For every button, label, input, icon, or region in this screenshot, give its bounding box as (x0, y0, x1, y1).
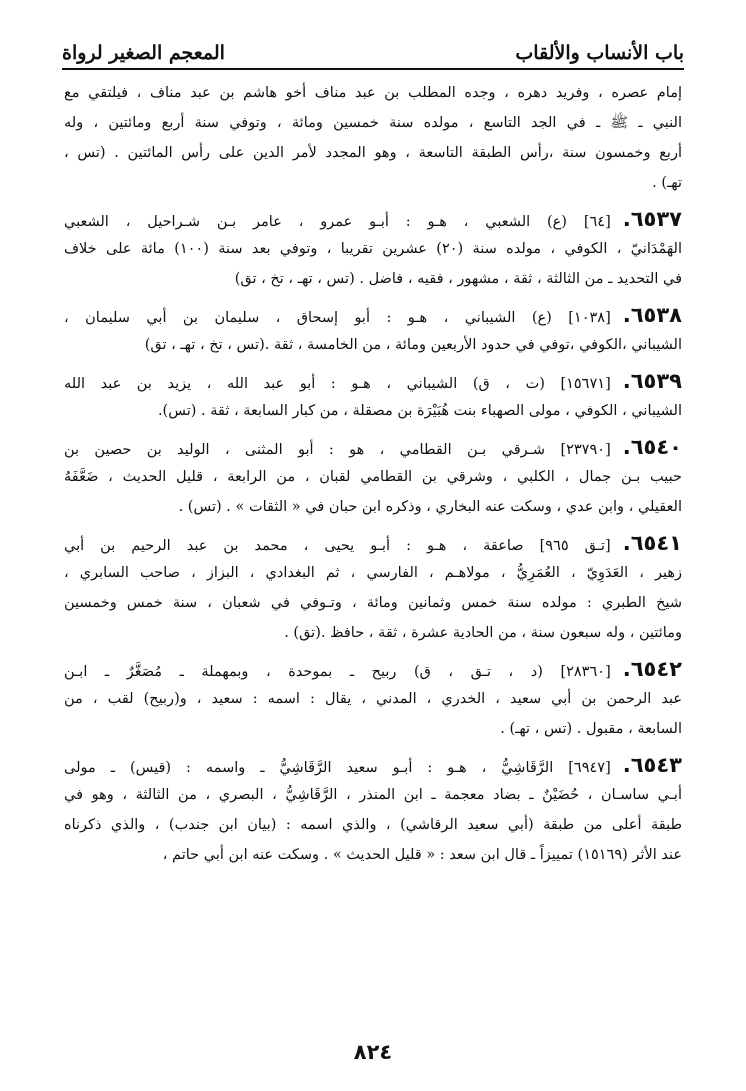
entry-number: ٦٥٣٧. (622, 207, 682, 231)
text-line: الشيباني ،الكوفي ،توفي في حدود الأربعين ومائة ، من الخامسة ، ثقة .(تس ، تخ ، تهـ ، تق) (144, 337, 682, 353)
biography-entry (64, 300, 682, 360)
text-line: عند الأثر (١٥١٦٩) تمييزاً ـ قال ابن سعد : « قليل الحديث » . وسكت عنه ابن أبي حاتم ، (162, 847, 682, 863)
biography-entry (64, 654, 682, 744)
text-line: العقيلي ، وابن عدي ، وسكت عنه البخاري ، وذكره ابن حبان في « الثقات » . (تس) . (178, 499, 682, 515)
entry-number: ٦٥٤١. (622, 531, 682, 555)
text-line (64, 750, 682, 780)
entry-number: ٦٥٤٣. (622, 753, 682, 777)
page-number: ٨٢٤ (353, 1040, 393, 1064)
text-line (64, 366, 682, 396)
text-line: الهَمْدَانيّ ، الكوفي ، مولده سنة (٢٠) عشرين تقريبا ، وتوفي بعد سنة (١٠٠) مائة على خلاف (64, 241, 682, 257)
biography-entry (64, 204, 682, 294)
entry-first-line: [٢٣٧٩٠] شـرقي بـن القطامي ، هو : أبو المثنى ، الوليد بن حصين بن (64, 442, 611, 458)
entry-number: ٦٥٤٠. (622, 435, 682, 459)
book-title: المعجم الصغير لرواة (62, 42, 225, 64)
text-line (64, 654, 682, 684)
page-header (62, 30, 684, 64)
entry-number: ٦٥٣٩. (622, 369, 682, 393)
text-line (64, 432, 682, 462)
text-line (64, 528, 682, 558)
text-line (64, 204, 682, 234)
entry-first-line: [٦٤] (ع) الشعبي ، هـو : أبـو عمرو ، عامر بـن شـراحيل ، الشعبي (64, 214, 611, 230)
entry-first-line: [٦٩٤٧] الرَّقَاشِيُّ ، هـو : أبـو سعيد الرَّقَاشِيُّ ـ واسمه : (قيس) ـ مولى (64, 760, 611, 776)
text-line: الشيباني ، الكوفي ، مولى الصهباء بنت هُبَيْرَة بن مصقلة ، من كبار السابعة ، ثقة . (تس). (157, 403, 682, 419)
text-line: أبـي ساسـان ، حُضَيْنٌ ـ بضاد معجمة ـ ابن المنذر ، الرَّقَاشِيُّ ، البصري ، من الثالثة ، وهو في (64, 787, 682, 803)
entry-first-line: [١٠٣٨] (ع) الشيباني ، هـو : أبو إسحاق ، سليمان بن أبي سليمان ، (64, 310, 611, 326)
text-line: النبي ـ ﷺ ـ في الجد التاسع ، مولده سنة خمسين ومائة ، وتوفي سنة أربع ومائتين ، وله (64, 115, 682, 131)
text-line: ومائتين ، وله سبعون سنة ، من الحادية عشرة ، ثقة ، حافظ .(تق) . (284, 625, 682, 641)
biography-entry (64, 432, 682, 522)
text-line: عبد الرحمن بن أبي سعيد ، الخدري ، المدني ، يقال : اسمه : سعيد ، و(ربيح) لقب ، من (64, 691, 682, 707)
text-line: زهير ، العَدَوِيّ ، العُمَرِيُّ ، مولاهـم ، الفارسي ، ثم البغدادي ، البزاز ، صاحب السابري ، (64, 565, 682, 581)
text-line: حبيب بـن جمال ، الكلبي ، وشرقي بن القطامي لقبان ، من الرابعة ، قليل الحديث ، ضَعَّفَهُ (64, 469, 682, 485)
text-line: أربع وخمسون سنة ،رأس الطبقة التاسعة ، وهو المجدد لأمر الدين على رأس المائتين . (تس ، (64, 145, 682, 161)
entry-number: ٦٥٣٨. (622, 303, 682, 327)
page-body (64, 78, 682, 870)
chapter-title: باب الأنساب والألقاب (515, 42, 684, 64)
entry-number: ٦٥٤٢. (622, 657, 682, 681)
biography-entry (64, 78, 682, 198)
biography-entry (64, 366, 682, 426)
text-line: شيخ الطبري : مولده سنة خمس وثمانين ومائة ، وتـوفي في شعبان ، سنة خمس وخمسين (64, 595, 682, 611)
text-line: السابعة ، مقبول . (تس ، تهـ) . (500, 721, 682, 737)
biography-entry (64, 528, 682, 648)
text-line: تهـ) . (652, 175, 682, 191)
biography-entry (64, 750, 682, 870)
entry-first-line: [١٥٦٧١] (ت ، ق) الشيباني ، هـو : أبو عبد الله ، يزيد بن عبد الله (64, 376, 611, 392)
entry-first-line: [٢٨٣٦٠] (د ، تـق ، ق) ربيح ـ بموحدة ، وبمهملة ـ مُصَغَّرٌ ـ ابـن (64, 664, 611, 680)
text-line: طبقة أعلى من طبقة (أبي سعيد الرقاشي) ، والذي اسمه : (بيان ابن جندب) ، والذي ذكرناه (64, 817, 682, 833)
header-rule (62, 68, 684, 70)
text-line (64, 300, 682, 330)
entry-first-line: [تـق ٩٦٥] صاعقة ، هـو : أبـو يحيى ، محمد بن عبد الرحيم بن أبي (64, 538, 611, 554)
text-line: إمام عصره ، وفريد دهره ، وجده المطلب بن عبد مناف أخو هاشم بن عبد مناف ، فيلتقي مع (64, 85, 682, 101)
text-line: في التحديد ـ من الثالثة ، ثقة ، مشهور ، فقيه ، فاضل . (تس ، تهـ ، تخ ، تق) (234, 271, 682, 287)
